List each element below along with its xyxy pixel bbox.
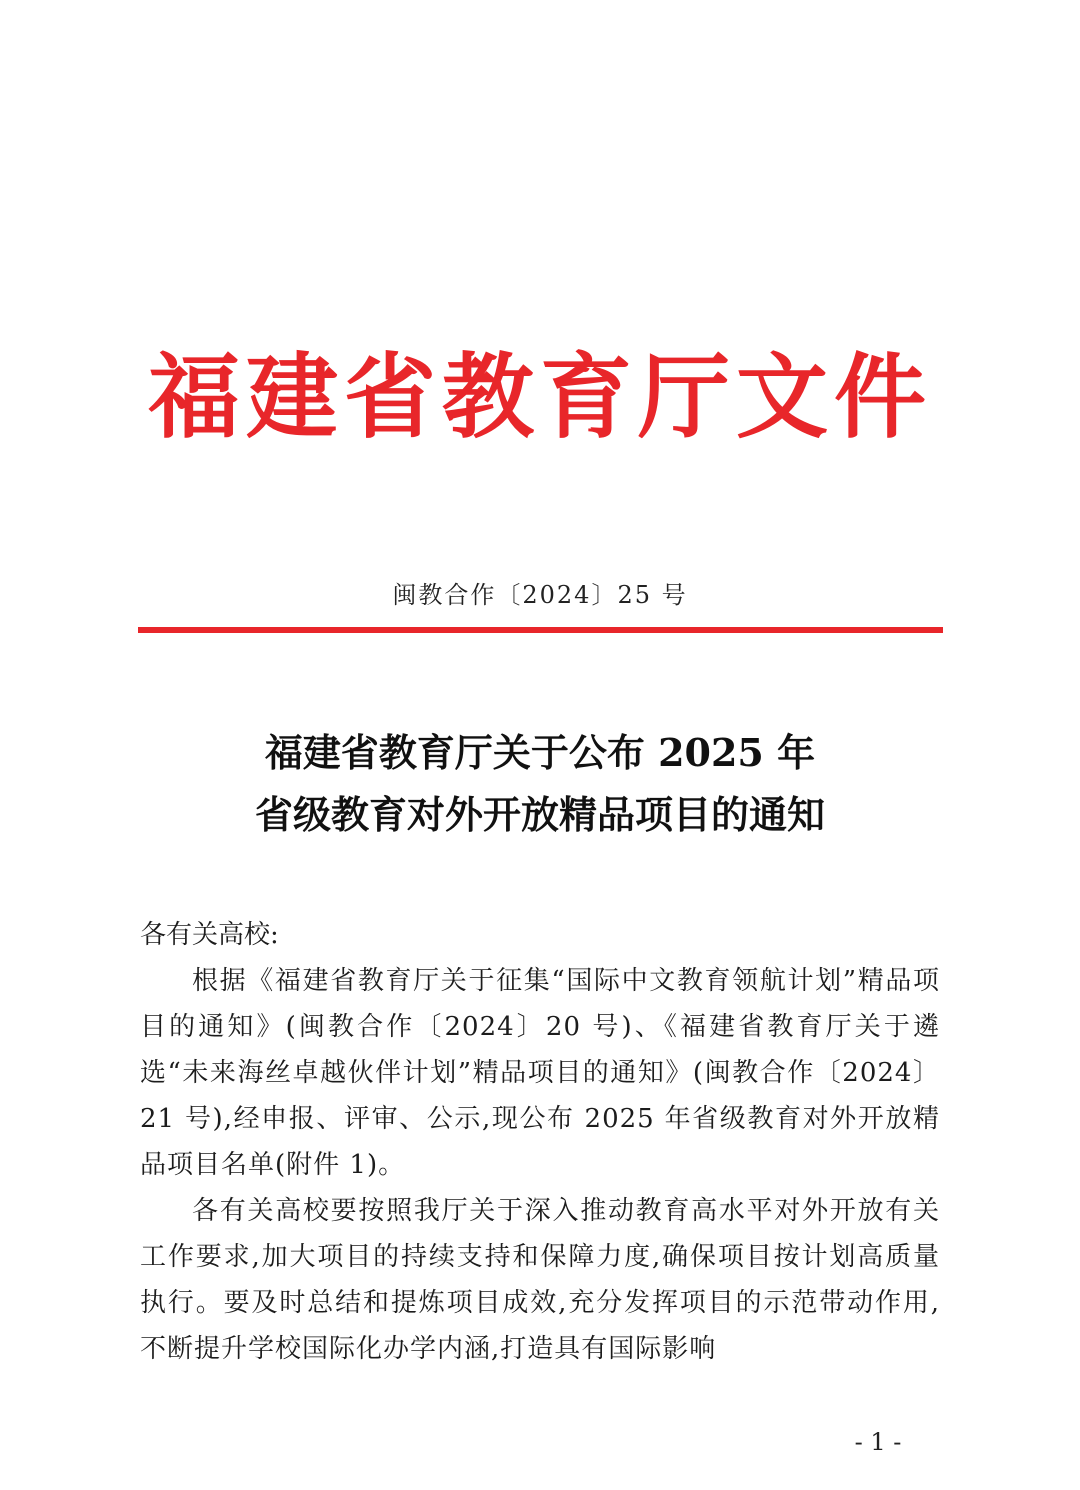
document-body xyxy=(140,912,940,1372)
red-separator-line xyxy=(138,627,943,633)
document-title xyxy=(0,722,1080,846)
body-paragraph: 各有关高校要按照我厅关于深入推动教育高水平对外开放有关工作要求,加大项目的持续支持和保障力度,确保项目按计划高质量执行。要及时总结和提炼项目成效,充分发挥项目的示范带动作用,不断提升学校国际化办学内涵,打造具有国际影响 xyxy=(140,1196,940,1364)
salutation: 各有关高校: xyxy=(140,920,279,950)
title-line-2: 省级教育对外开放精品项目的通知 xyxy=(254,792,825,837)
page-number: - 1 - xyxy=(854,1428,902,1456)
title-line-1: 福建省教育厅关于公布 2025 年 xyxy=(264,730,816,775)
body-paragraph: 根据《福建省教育厅关于征集“国际中文教育领航计划”精品项目的通知》(闽教合作〔2024〕20 号)、《福建省教育厅关于遴选“未来海丝卓越伙伴计划”精品项目的通知》(闽教合作〔2024〕21 号),经申报、评审、公示,现公布 2025 年省级教育对外开放精品项目名单(附件 1)。 xyxy=(140,966,940,1180)
document-number: 闽教合作〔2024〕25 号 xyxy=(392,581,688,609)
document-masthead: 福建省教育厅文件 xyxy=(147,343,932,451)
